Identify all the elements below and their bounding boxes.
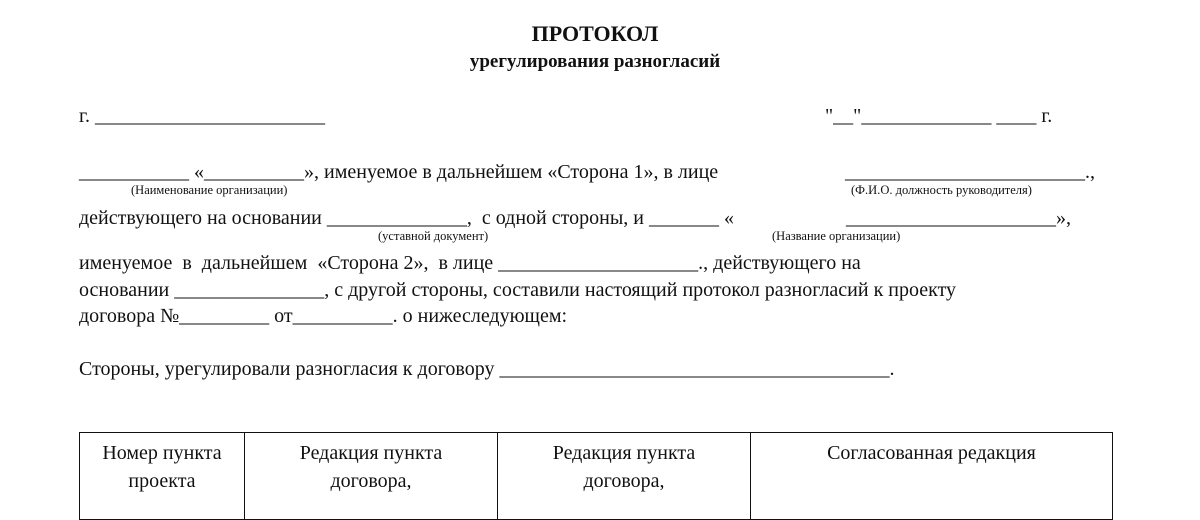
agreement-line: Стороны, урегулировали разногласия к договору _______________________________________. [79,358,895,380]
header-line: договора, [330,470,412,492]
caption-charter: (уставной документ) [378,229,489,243]
header-line: Номер пункта [102,442,222,464]
document-title: ПРОТОКОЛ [531,21,659,46]
caption-org-title: (Название организации) [772,229,901,243]
paragraph-line-1-signer: ________________________., [845,161,1095,183]
paragraph-line-2-org: _____________________», [846,207,1071,229]
header-line: Согласованная редакция [827,442,1036,464]
table-header-row [80,433,1113,520]
paragraph-line-2: действующего на основании ______________, с одной стороны, и _______ « [79,207,734,229]
paragraph-line-5: договора №_________ от__________. о нижеследующем: [79,305,568,327]
paragraph-line-1: ___________ «__________», именуемое в дальнейшем «Сторона 1», в лице [79,161,719,183]
city-line: г. _______________________ [79,105,325,127]
caption-fio: (Ф.И.О. должность руководителя) [851,183,1032,197]
document-subtitle: урегулирования разногласий [469,51,721,72]
header-clause-edition-2 [498,433,751,520]
header-agreed-edition [751,433,1113,520]
header-line: Редакция пункта [552,442,696,464]
caption-org-name: (Наименование организации) [131,183,288,197]
date-line: "__"_____________ ____ г. [825,105,1053,127]
header-clause-edition-1 [245,433,498,520]
paragraph-line-3: именуемое в дальнейшем «Сторона 2», в лице ____________________., действующего на [79,252,861,274]
header-line: Редакция пункта [299,442,443,464]
disagreements-table [79,432,1113,520]
header-clause-number [80,433,245,520]
header-line: договора, [583,470,665,492]
header-line: проекта [128,470,196,492]
paragraph-line-4: основании _______________, с другой стороны, составили настоящий протокол разногласий к проекту [79,279,957,301]
